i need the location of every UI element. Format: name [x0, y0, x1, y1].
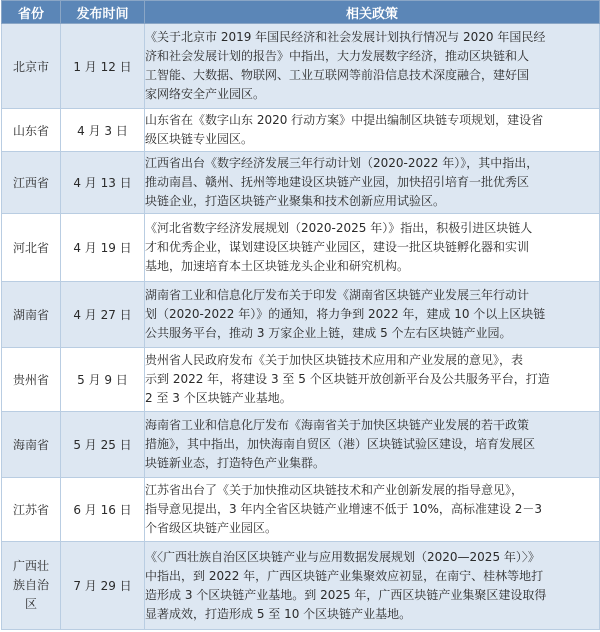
date-cell: 4 月 19 日 [61, 214, 145, 282]
policy-line: 指导意见提出，3 年内全省区块链产业增速不低于 10%，高标准建设 2－3 [145, 502, 543, 516]
policy-cell [145, 282, 600, 348]
policy-table [1, 0, 600, 630]
policy-line: 江西省出台《数字经济发展三年行动计划（2020-2022 年）》，其中指出， [145, 156, 539, 170]
policy-cell [145, 24, 600, 109]
province-cell: 河北省 [2, 214, 61, 282]
policy-line: 基地，加速培育本土区块链龙头企业和研究机构。 [145, 259, 410, 273]
policy-line: 造形成 3 个区块链产业基地。到 2025 年，广西区块链产业集聚区建设取得 [145, 587, 547, 602]
date-cell: 6 月 16 日 [61, 478, 145, 542]
province-cell: 江西省 [2, 152, 61, 214]
policy-line: 推动南昌、赣州、抚州等地建设区块链产业园，加快招引培育一批优秀区 [145, 175, 530, 189]
policy-cell [145, 152, 600, 214]
province-cell: 江苏省 [2, 478, 61, 542]
policy-line: 公共服务平台，推动 3 万家企业上链，建成 5 个左右区块链产业园。 [145, 326, 512, 340]
table-row [2, 478, 600, 542]
policy-line: 示到 2022 年，将建设 3 至 5 个区块链开放创新平台及公共服务平台，打造 [145, 372, 550, 386]
date-cell: 4 月 3 日 [61, 109, 145, 152]
table-row [2, 542, 600, 630]
policy-cell [145, 478, 600, 542]
policy-line: 《〈广西壮族自治区区块链产业与应用数据发展规划（2020—2025 年）〉》 [145, 549, 540, 564]
date-cell: 5 月 9 日 [61, 348, 145, 412]
policy-line: 工智能、大数据、物联网、工业互联网等前沿信息技术深度融合，建好国 [145, 68, 530, 82]
province-cell: 湖南省 [2, 282, 61, 348]
policy-line: 才和优秀企业，谋划建设区块链产业园区，建设一批区块链孵化器和实训 [145, 240, 530, 254]
policy-line: 显著成效，打造形成 5 至 10 个区块链产业基地。 [145, 606, 412, 621]
policy-line: 海南省工业和信息化厅发布《海南省关于加快区块链产业发展的若干政策 [145, 418, 530, 432]
header-province: 省份 [2, 1, 61, 24]
date-cell: 7 月 29 日 [61, 542, 145, 630]
policy-line: 个省级区块链产业园区。 [145, 521, 278, 535]
date-cell: 4 月 13 日 [61, 152, 145, 214]
policy-line: 湖南省工业和信息化厅发布关于印发《湖南省区块链产业发展三年行动计 [145, 288, 530, 302]
policy-line: 济和社会发展计划的报告》中指出，大力发展数字经济，推动区块链和人 [145, 49, 530, 63]
policy-line: 《关于北京市 2019 年国民经济和社会发展计划执行情况与 2020 年国民经 [145, 30, 546, 44]
policy-line: 家网络安全产业园区。 [145, 87, 266, 101]
date-cell: 1 月 12 日 [61, 24, 145, 109]
province-cell: 海南省 [2, 412, 61, 478]
province-cell: 贵州省 [2, 348, 61, 412]
table-row [2, 282, 600, 348]
header-date: 发布时间 [61, 1, 145, 24]
policy-line: 山东省在《数字山东 2020 行动方案》中提出编制区块链专项规划，建设省 [145, 113, 544, 127]
province-cell: 广西壮族自治区 [2, 542, 61, 630]
policy-cell [145, 214, 600, 282]
table-row [2, 152, 600, 214]
policy-line: 贵州省人民政府发布《关于加快区块链技术应用和产业发展的意见》，表 [145, 353, 524, 367]
policy-line: 块链新业态，打造特色产业集群。 [145, 456, 326, 470]
table-row [2, 348, 600, 412]
date-cell: 5 月 25 日 [61, 412, 145, 478]
province-cell: 山东省 [2, 109, 61, 152]
policy-line: 中指出，到 2022 年，广西区块链产业集聚效应初显，在南宁、桂林等地打 [145, 568, 544, 583]
policy-cell [145, 348, 600, 412]
policy-cell [145, 412, 600, 478]
policy-line: 级区块链专业园区。 [145, 132, 254, 146]
table-header-row [2, 1, 600, 24]
policy-line: 划（2020-2022 年）》的通知，将力争到 2022 年，建成 10 个以上区块链 [145, 307, 546, 321]
table-row [2, 24, 600, 109]
policy-line: 江苏省出台了《关于加快推动区块链技术和产业创新发展的指导意见》， [145, 483, 524, 497]
policy-cell [145, 542, 600, 630]
date-cell: 4 月 27 日 [61, 282, 145, 348]
policy-line: 2 至 3 个区块链产业基地。 [145, 391, 292, 405]
policy-line: 措施》，其中指出，加快海南自贸区（港）区块链试验区建设，培育发展区 [145, 437, 536, 451]
table-row [2, 412, 600, 478]
policy-line: 《河北省数字经济发展规划（2020-2025 年）》指出，积极引进区块链人 [145, 221, 533, 235]
policy-cell [145, 109, 600, 152]
table-row [2, 214, 600, 282]
header-policy: 相关政策 [145, 1, 600, 24]
table-row [2, 109, 600, 152]
province-cell: 北京市 [2, 24, 61, 109]
policy-line: 块链企业，打造区块链产业聚集和技术创新应用试验区。 [145, 194, 446, 208]
